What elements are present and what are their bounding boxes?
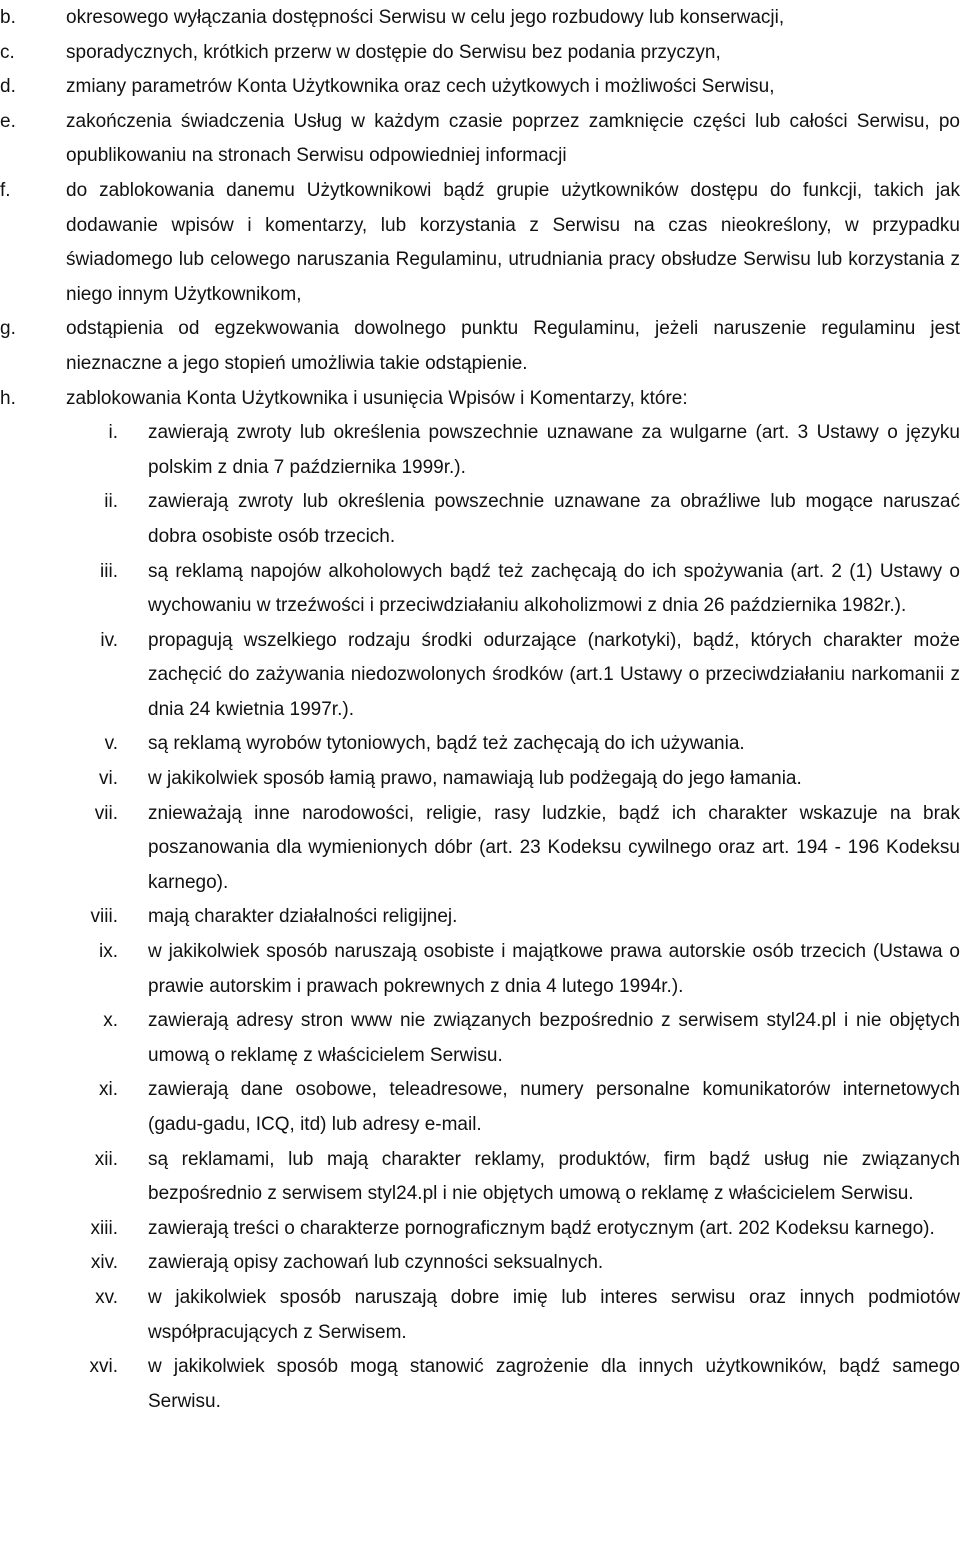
sublist-marker: xii. xyxy=(94,1148,118,1170)
sublist-item-iii xyxy=(66,555,960,624)
list-item-c xyxy=(0,36,960,71)
list-item-b xyxy=(0,1,960,36)
sublist-item-xiv xyxy=(66,1246,960,1281)
list-marker: f. xyxy=(0,179,11,201)
sublist-item-text: zawierają zwroty lub określenia powszechnie uznawane za wulgarne (art. 3 Ustawy o języku polskim z dnia 7 października 1999r.). xyxy=(148,422,960,478)
sublist-marker: ii. xyxy=(104,491,118,513)
sublist-marker: viii. xyxy=(90,906,118,928)
sublist-item-text: mają charakter działalności religijnej. xyxy=(148,906,458,928)
sublist-marker: v. xyxy=(104,733,118,755)
sublist-item-viii xyxy=(66,900,960,935)
sublist-marker: iii. xyxy=(100,560,118,582)
list-item-text: do zablokowania danemu Użytkownikowi bądź grupie użytkowników dostępu do funkcji, takich jak dodawanie wpisów i komentarzy, lub korzystania z Serwisu na czas nieokreślony, w przypadku świadomego lub celowego naruszania Regulaminu, utrudniania pracy obsłudze Serwisu lub korzystania z niego innym Użytkownikom, xyxy=(66,179,960,305)
list-marker: b. xyxy=(0,7,16,28)
sublist-item-text: zawierają zwroty lub określenia powszechnie uznawane za obraźliwe lub mogące naruszać dobra osobiste osób trzecich. xyxy=(148,491,960,547)
list-item-text: sporadycznych, krótkich przerw w dostępie do Serwisu bez podania przyczyn, xyxy=(66,41,721,63)
list-marker: d. xyxy=(0,76,16,98)
list-marker: e. xyxy=(0,110,16,132)
list-item-e xyxy=(0,105,960,174)
outer-list xyxy=(0,1,960,416)
sublist-marker: ix. xyxy=(99,941,118,963)
sublist-item-ii xyxy=(66,485,960,554)
sublist-marker: xvi. xyxy=(89,1356,118,1378)
sublist-item-v xyxy=(66,727,960,762)
sublist-item-text: zawierają dane osobowe, teleadresowe, numery personalne komunikatorów internetowych (gadu-gadu, ICQ, itd) lub adresy e-mail. xyxy=(148,1079,960,1135)
list-marker: h. xyxy=(0,387,16,409)
sublist-item-text: zawierają adresy stron www nie związanych bezpośrednio z serwisem styl24.pl i nie objętych umową o reklamę z właścicielem Serwisu. xyxy=(148,1010,960,1066)
list-item-text: odstąpienia od egzekwowania dowolnego punktu Regulaminu, jeżeli naruszenie regulaminu jest nieznaczne a jego stopień umożliwia takie odstąpienie. xyxy=(66,318,960,374)
sublist-item-vii xyxy=(66,797,960,901)
list-item-d xyxy=(0,70,960,105)
sublist-marker: iv. xyxy=(100,629,118,651)
sublist-item-x xyxy=(66,1004,960,1073)
sublist-item-text: w jakikolwiek sposób mogą stanowić zagrożenie dla innych użytkowników, bądź samego Serwisu. xyxy=(148,1356,960,1412)
sublist-item-xii xyxy=(66,1143,960,1212)
sublist-item-text: w jakikolwiek sposób łamią prawo, namawiają lub podżegają do jego łamania. xyxy=(148,768,802,790)
nested-list xyxy=(66,416,960,1419)
sublist-marker: xiii. xyxy=(90,1217,118,1239)
sublist-item-i xyxy=(66,416,960,485)
sublist-marker: xv. xyxy=(95,1286,118,1308)
list-item-text: zakończenia świadczenia Usług w każdym czasie poprzez zamknięcie części lub całości Serwisu, po opublikowaniu na stronach Serwisu odpowiedniej informacji xyxy=(66,110,960,167)
sublist-item-text: są reklamą napojów alkoholowych bądź też zachęcają do ich spożywania (art. 2 (1) Ustawy o wychowaniu w trzeźwości i przeciwdziałaniu alkoholizmowi z dnia 26 października 1982r.). xyxy=(148,560,960,617)
list-item-text: zmiany parametrów Konta Użytkownika oraz cech użytkowych i możliwości Serwisu, xyxy=(66,76,775,98)
sublist-item-xv xyxy=(66,1281,960,1350)
sublist-marker: vii. xyxy=(94,802,118,824)
sublist-item-text: znieważają inne narodowości, religie, rasy ludzkie, bądź ich charakter wskazuje na brak poszanowania dla wymienionych dóbr (art. 23 Kodeksu cywilnego oraz art. 194 - 196 Kodeksu karnego). xyxy=(148,802,960,893)
sublist-item-text: są reklamami, lub mają charakter reklamy, produktów, firm bądź usług nie związanych bezpośrednio z serwisem styl24.pl i nie objętych umową o reklamę z właścicielem Serwisu. xyxy=(148,1148,960,1205)
sublist-item-text: są reklamą wyrobów tytoniowych, bądź też zachęcają do ich używania. xyxy=(148,733,745,755)
sublist-item-text: w jakikolwiek sposób naruszają dobre imię lub interes serwisu oraz innych podmiotów współpracujących z Serwisem. xyxy=(148,1286,960,1343)
list-item-text: zablokowania Konta Użytkownika i usunięcia Wpisów i Komentarzy, które: xyxy=(66,387,688,409)
sublist-item-text: propagują wszelkiego rodzaju środki odurzające (narkotyki), bądź, których charakter może zachęcić do zażywania niedozwolonych środków (art.1 Ustawy o przeciwdziałaniu narkomanii z dnia 24 kwietnia 1997r.). xyxy=(148,629,960,720)
sublist-item-ix xyxy=(66,935,960,1004)
sublist-item-vi xyxy=(66,762,960,797)
sublist-marker: xi. xyxy=(99,1079,118,1101)
sublist-marker: vi. xyxy=(99,768,118,790)
sublist-marker: i. xyxy=(108,422,118,444)
list-item-f xyxy=(0,174,960,312)
list-marker: c. xyxy=(0,41,15,63)
sublist-item-text: w jakikolwiek sposób naruszają osobiste i majątkowe prawa autorskie osób trzecich (Ustawa o prawie autorskim i prawach pokrewnych z dnia 4 lutego 1994r.). xyxy=(148,941,960,997)
sublist-item-iv xyxy=(66,624,960,728)
list-marker: g. xyxy=(0,318,16,340)
sublist-item-xiii xyxy=(66,1212,960,1247)
sublist-marker: x. xyxy=(103,1010,118,1032)
sublist-item-text: zawierają opisy zachowań lub czynności seksualnych. xyxy=(148,1252,604,1274)
sublist-item-text: zawierają treści o charakterze pornograficznym bądź erotycznym (art. 202 Kodeksu karnego). xyxy=(148,1217,935,1239)
sublist-marker: xiv. xyxy=(90,1252,118,1274)
list-item-h xyxy=(0,382,960,417)
list-item-text: okresowego wyłączania dostępności Serwisu w celu jego rozbudowy lub konserwacji, xyxy=(66,7,785,28)
list-item-g xyxy=(0,312,960,381)
sublist-item-xvi xyxy=(66,1350,960,1419)
sublist-item-xi xyxy=(66,1073,960,1142)
